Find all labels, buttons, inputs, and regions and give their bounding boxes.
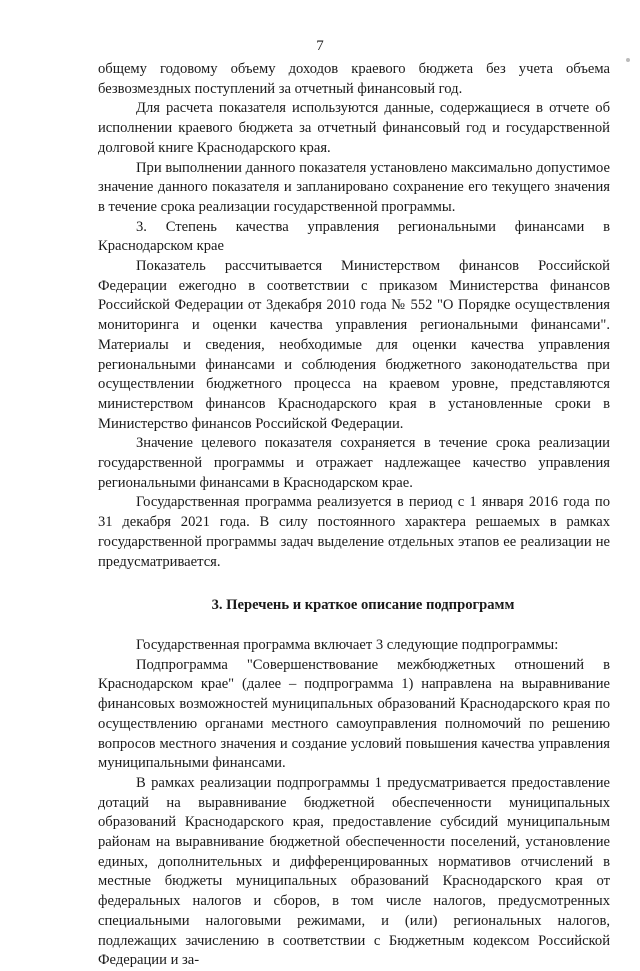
paragraph: Подпрограмма "Совершенствование межбюджетных отношений в Краснодарском крае" (далее – подпрограмма 1) направлена на выравнивание финансовых возможностей муниципальных образований Краснодарского края по осуществлению органами местного самоуправления полномочий по решению вопросов местного значения и создание условий повышения качества управления муниципальными финансами.	[98, 656, 610, 772]
paragraph: Для расчета показателя используются данные, содержащиеся в отчете об исполнении краевого бюджета за отчетный финансовый год и государственной долговой книге Краснодарского края.	[98, 100, 610, 156]
page-number: 7	[316, 38, 324, 54]
spacer	[98, 616, 610, 636]
spacer	[98, 572, 610, 596]
paragraph: При выполнении данного показателя установлено максимально допустимое значение данного показателя и запланировано сохранение его текущего значения в течение срока реализации государственной программы.	[98, 159, 610, 215]
paragraphs-bottom	[98, 636, 610, 971]
paragraph: 3. Степень качества управления региональными финансами в Краснодарском крае	[98, 218, 610, 255]
paragraph: Показатель рассчитывается Министерством финансов Российской Федерации ежегодно в соответствии с приказом Министерства финансов Российской Федерации от 3декабря 2010 года № 552 "О Порядке осуществления мониторинга и оценки качества управления региональными финансами". Материалы и сведения, необходимые для оценки качества управления региональными финансами и соблюдения бюджетного законодательства при осуществлении бюджетного процесса на краевом уровне, представляются министерством финансов Краснодарского края в установленные сроки в Министерство финансов Российской Федерации.	[98, 258, 610, 432]
scan-speck	[626, 58, 630, 62]
paragraphs-top	[98, 60, 610, 572]
paragraph: Государственная программа включает 3 следующие подпрограммы:	[136, 636, 559, 653]
paragraph: Значение целевого показателя сохраняется в течение срока реализации государственной программы и отражает надлежащее качество управления региональными финансами в Краснодарском крае.	[98, 435, 610, 491]
paragraph: В рамках реализации подпрограммы 1 предусматривается предоставление дотаций на выравнивание бюджетной обеспеченности муниципальных образований Краснодарского края, предоставление субсидий муниципальным районам на выравнивание бюджетной обеспеченности поселений, установление единых, дополнительных и дифференцированных нормативов отчислений в местные бюджеты муниципальных образований Краснодарского края от федеральных налогов и сборов, в том числе налогов, предусмотренных специальными налоговыми режимами, и (или) региональных налогов, подлежащих зачислению в соответствии с Бюджетным кодексом Российской Федерации и за-	[98, 774, 610, 969]
document-body	[98, 60, 610, 971]
section-heading: 3. Перечень и краткое описание подпрограмм	[211, 597, 515, 614]
paragraph: общему годовому объему доходов краевого бюджета без учета объема безвозмездных поступлений за отчетный финансовый год.	[98, 61, 610, 97]
paragraph: Государственная программа реализуется в период с 1 января 2016 года по 31 декабря 2021 года. В силу постоянного характера решаемых в рамках государственной программы задач выделение отдельных этапов ее реализации не предусматривается.	[98, 494, 610, 570]
